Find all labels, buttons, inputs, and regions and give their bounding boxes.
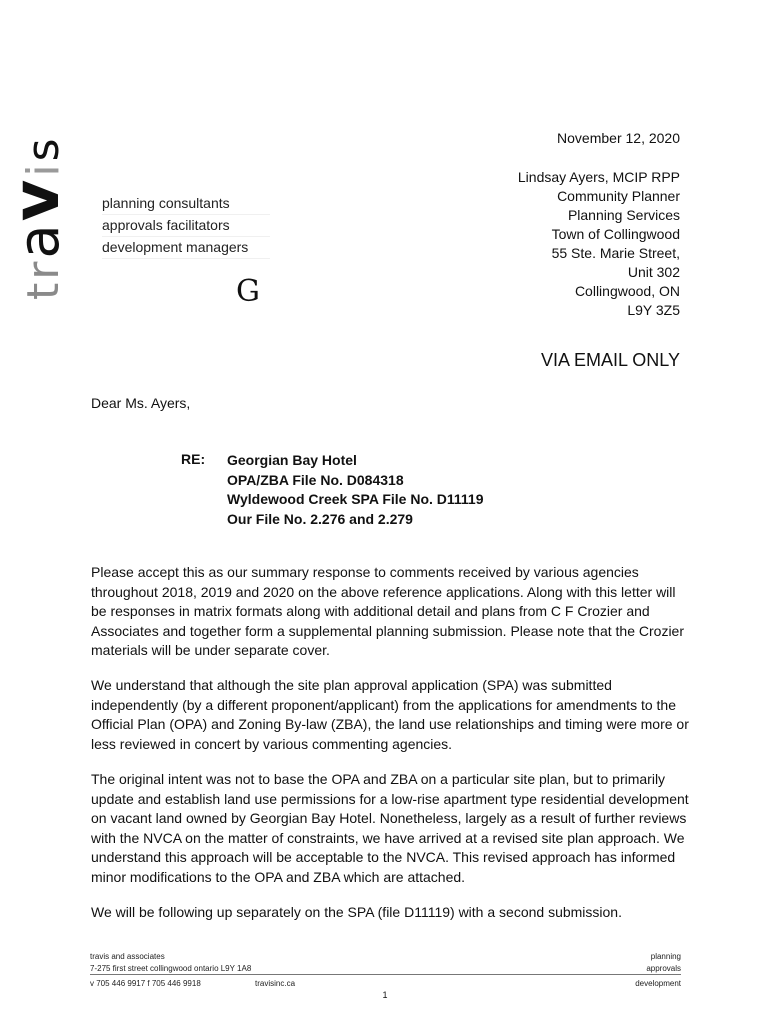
re-line: Our File No. 2.276 and 2.279: [227, 510, 413, 527]
letter-footer: [90, 952, 681, 991]
logo-letter: t: [18, 279, 69, 300]
re-label: RE:: [181, 451, 206, 467]
footer-divider: [90, 974, 681, 975]
address-line: 55 Ste. Marie Street,: [551, 245, 680, 261]
address-line: Town of Collingwood: [551, 226, 680, 242]
footer-address: 7-275 first street collingwood ontario L9Y 1A8: [90, 964, 252, 973]
body-paragraph: Please accept this as our summary response to comments received by various agencies throughout 2018, 2019 and 2020 on the above reference applications. Along with this letter will be responses in matrix formats along with additional detail and plans from C F Crozier and Associates and together form a supplemental planning submission. Please note that the Crozier materials will be under separate cover.: [91, 564, 685, 658]
body-paragraph: The original intent was not to base the OPA and ZBA on a particular site plan, but to primarily update and establish land use permissions for a low-rise apartment type residential development on vacant land owned by Georgian Bay Hotel. Nonetheless, largely as a result of further reviews with the NVCA on the matter of constraints, we have arrived at a revised site plan approach. We understand this approach will be acceptable to the NVCA. This revised approach has informed minor modifications to the OPA and ZBA which are attached.: [91, 771, 689, 885]
tagline: development managers: [102, 237, 270, 259]
re-line: OPA/ZBA File No. D084318: [227, 471, 404, 488]
re-line: Wyldewood Creek SPA File No. D11119: [227, 491, 484, 507]
logo-letter: s: [18, 135, 69, 162]
logo-letter: v: [0, 176, 74, 222]
salutation: Dear Ms. Ayers,: [91, 395, 191, 411]
address-line: Lindsay Ayers, MCIP RPP: [517, 169, 680, 185]
footer-company: travis and associates: [90, 952, 165, 961]
footer-website[interactable]: travisinc.ca: [255, 979, 296, 988]
letter-date: November 12, 2020: [557, 130, 680, 146]
logo-wordmark: [0, 135, 74, 300]
logo-letter: a: [7, 221, 72, 259]
footer-right-line: development: [635, 979, 681, 988]
re-line: Georgian Bay Hotel: [227, 452, 357, 468]
footer-right-line: approvals: [646, 964, 681, 973]
footer-right-line: planning: [650, 952, 681, 961]
address-line: Community Planner: [557, 188, 680, 204]
logo-letter: r: [18, 258, 69, 280]
page-number: 1: [382, 990, 388, 1000]
body-paragraph: We will be following up separately on the SPA (file D11119) with a second submission.: [91, 904, 622, 920]
address-line: Unit 302: [627, 264, 680, 280]
tagline: approvals facilitators: [102, 215, 270, 237]
logo-letter: i: [18, 161, 69, 177]
logo-initial: G: [236, 274, 260, 309]
re-subject: [227, 451, 484, 529]
address-line: Planning Services: [567, 207, 680, 223]
address-line: L9Y 3Z5: [627, 302, 680, 318]
address-line: Collingwood, ON: [574, 283, 680, 299]
recipient-address: [518, 168, 680, 320]
footer-phone: v 705 446 9917 f 705 446 9918: [90, 979, 201, 988]
tagline: planning consultants: [102, 193, 270, 215]
logo-taglines: [102, 193, 270, 259]
delivery-method: VIA EMAIL ONLY: [540, 350, 680, 370]
body-paragraph: We understand that although the site plan approval application (SPA) was submitted independently (by a different proponent/applicant) from the applications for amendments to the Official Plan (OPA) and Zoning By-law (ZBA), the land use relationships and timing were more or less reviewed in concert by various commenting agencies.: [91, 677, 689, 752]
